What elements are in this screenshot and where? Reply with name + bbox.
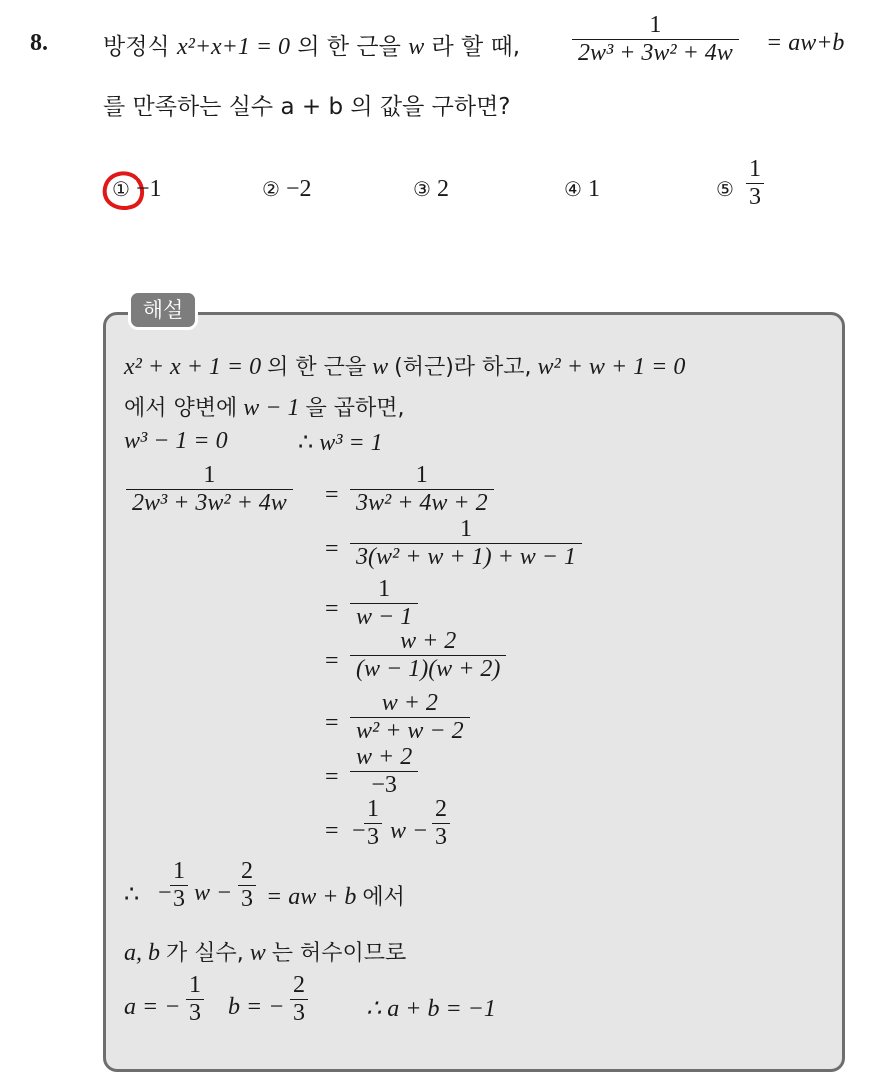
option-4-value: 1 (587, 176, 600, 202)
concl1-w: w − (194, 880, 233, 906)
option-2[interactable] (262, 176, 311, 203)
final-tail: ∴ a + b = −1 (366, 996, 496, 1022)
concl1-frac-1 (170, 858, 188, 913)
step-0-den: 2w³ + 3w² + 4w (126, 489, 293, 517)
step-6-num: w + 2 (356, 744, 413, 770)
concl1-text: 에서 (362, 885, 405, 910)
option-5-num: 1 (749, 156, 761, 182)
eq-sign-3: = (325, 596, 339, 622)
question-number: 8. (30, 30, 48, 56)
concl1-therefore: ∴ (124, 882, 140, 908)
final-a: a = − (124, 994, 181, 1020)
sol-l1-text2: (허근)라 하고, (394, 355, 532, 380)
concl2-math: a, b (124, 940, 160, 966)
last-d2: 3 (432, 823, 450, 851)
step-1-fraction (350, 462, 494, 517)
step-5-num: w + 2 (381, 690, 438, 716)
solution-line-1 (124, 350, 685, 381)
option-5-mark: ⑤ (716, 177, 734, 201)
option-1[interactable] (112, 176, 161, 203)
option-4-mark: ④ (564, 177, 582, 201)
concl1-n2: 2 (241, 858, 253, 884)
sol-l1-math: x² + x + 1 = 0 (124, 354, 262, 380)
solution-line-3a: w³ − 1 = 0 (124, 428, 228, 454)
last-d1: 3 (364, 823, 382, 851)
option-5-den: 3 (746, 183, 764, 211)
eq-sign-4: = (325, 648, 339, 674)
last-frac-1 (364, 796, 382, 851)
sol-l2-math: w − 1 (243, 395, 300, 421)
question-fraction (572, 12, 739, 67)
final-b-num: 2 (293, 972, 305, 998)
option-1-value: −1 (135, 176, 162, 202)
step-6-fraction (350, 744, 418, 799)
step-6-den: −3 (350, 771, 418, 799)
last-frac-2 (432, 796, 450, 851)
question-prefix: 방정식 (103, 34, 170, 60)
step-3-num: 1 (378, 576, 391, 602)
concl1-frac-2 (238, 858, 256, 913)
option-2-mark: ② (262, 177, 280, 201)
question-rhs: = aw+b (766, 30, 845, 56)
solution-line-3b (298, 428, 383, 457)
question-line-1 (103, 28, 520, 61)
eq-sign-1: = (325, 482, 339, 508)
step-2-num: 1 (459, 516, 472, 542)
concl1-minus: − (158, 880, 172, 906)
last-w: w − (390, 818, 429, 844)
concl2-text2: 는 허수이므로 (271, 941, 407, 966)
step-3-fraction (350, 576, 418, 631)
last-minus: − (352, 818, 366, 844)
concl2-w: w (249, 940, 266, 966)
final-b-den: 3 (290, 999, 308, 1027)
option-3-mark: ③ (413, 177, 431, 201)
step-4-den: (w − 1)(w + 2) (350, 655, 506, 683)
step-5-den: w² + w − 2 (350, 717, 470, 745)
solution-line-2 (124, 391, 404, 422)
question-w: w (408, 34, 425, 60)
concl1-d2: 3 (238, 885, 256, 913)
step-3-den: w − 1 (350, 603, 418, 631)
concl2-text: 가 실수, (166, 941, 244, 966)
concl2 (124, 936, 406, 967)
option-5-fraction (746, 156, 764, 211)
step-4-num: w + 2 (400, 628, 457, 654)
step-2-fraction (350, 516, 582, 571)
question-frac-den: 2w³ + 3w² + 4w (572, 39, 739, 67)
sol-l3-b: w³ = 1 (319, 430, 383, 456)
solution-tag: 해설 (128, 290, 198, 330)
sol-therefore: ∴ (298, 430, 314, 456)
sol-l2-text: 에서 양변에 (124, 396, 238, 421)
step-0-num: 1 (203, 462, 216, 488)
question-frac-num: 1 (649, 12, 662, 38)
step-1-den: 3w² + 4w + 2 (350, 489, 494, 517)
step-5-fraction (350, 690, 470, 745)
final-a-frac (186, 972, 204, 1027)
eq-sign-5: = (325, 710, 339, 736)
final-b: b = − (228, 994, 285, 1020)
final-a-den: 3 (186, 999, 204, 1027)
option-5[interactable] (716, 176, 734, 203)
concl1-d1: 3 (170, 885, 188, 913)
option-3[interactable] (413, 176, 449, 203)
step-0-fraction (126, 462, 293, 517)
concl1-tail (266, 880, 405, 911)
sol-l2-text2: 을 곱하면, (305, 396, 405, 421)
final-a-num: 1 (189, 972, 201, 998)
concl1-tail-math: = aw + b (266, 884, 357, 910)
option-3-value: 2 (436, 176, 449, 202)
eq-sign-2: = (325, 536, 339, 562)
eq-sign-6: = (325, 764, 339, 790)
question-line-2: 를 만족하는 실수 a + b 의 값을 구하면? (103, 94, 511, 120)
sol-l1-text: 의 한 근을 (267, 355, 367, 380)
step-2-den: 3(w² + w + 1) + w − 1 (350, 543, 582, 571)
sol-l1-w: w (372, 354, 389, 380)
question-mid: 의 한 근을 (297, 34, 401, 60)
final-b-frac (290, 972, 308, 1027)
question-mid2: 라 할 때, (431, 34, 521, 60)
last-n1: 1 (367, 796, 379, 822)
question-equation: x²+x+1 = 0 (176, 34, 291, 60)
step-4-fraction (350, 628, 506, 683)
last-n2: 2 (435, 796, 447, 822)
option-1-mark: ① (112, 177, 130, 201)
concl1-n1: 1 (173, 858, 185, 884)
step-1-num: 1 (415, 462, 428, 488)
option-4[interactable] (564, 176, 600, 203)
eq-sign-7: = (325, 818, 339, 844)
sol-l1-math2: w² + w + 1 = 0 (537, 354, 686, 380)
option-2-value: −2 (285, 176, 312, 202)
